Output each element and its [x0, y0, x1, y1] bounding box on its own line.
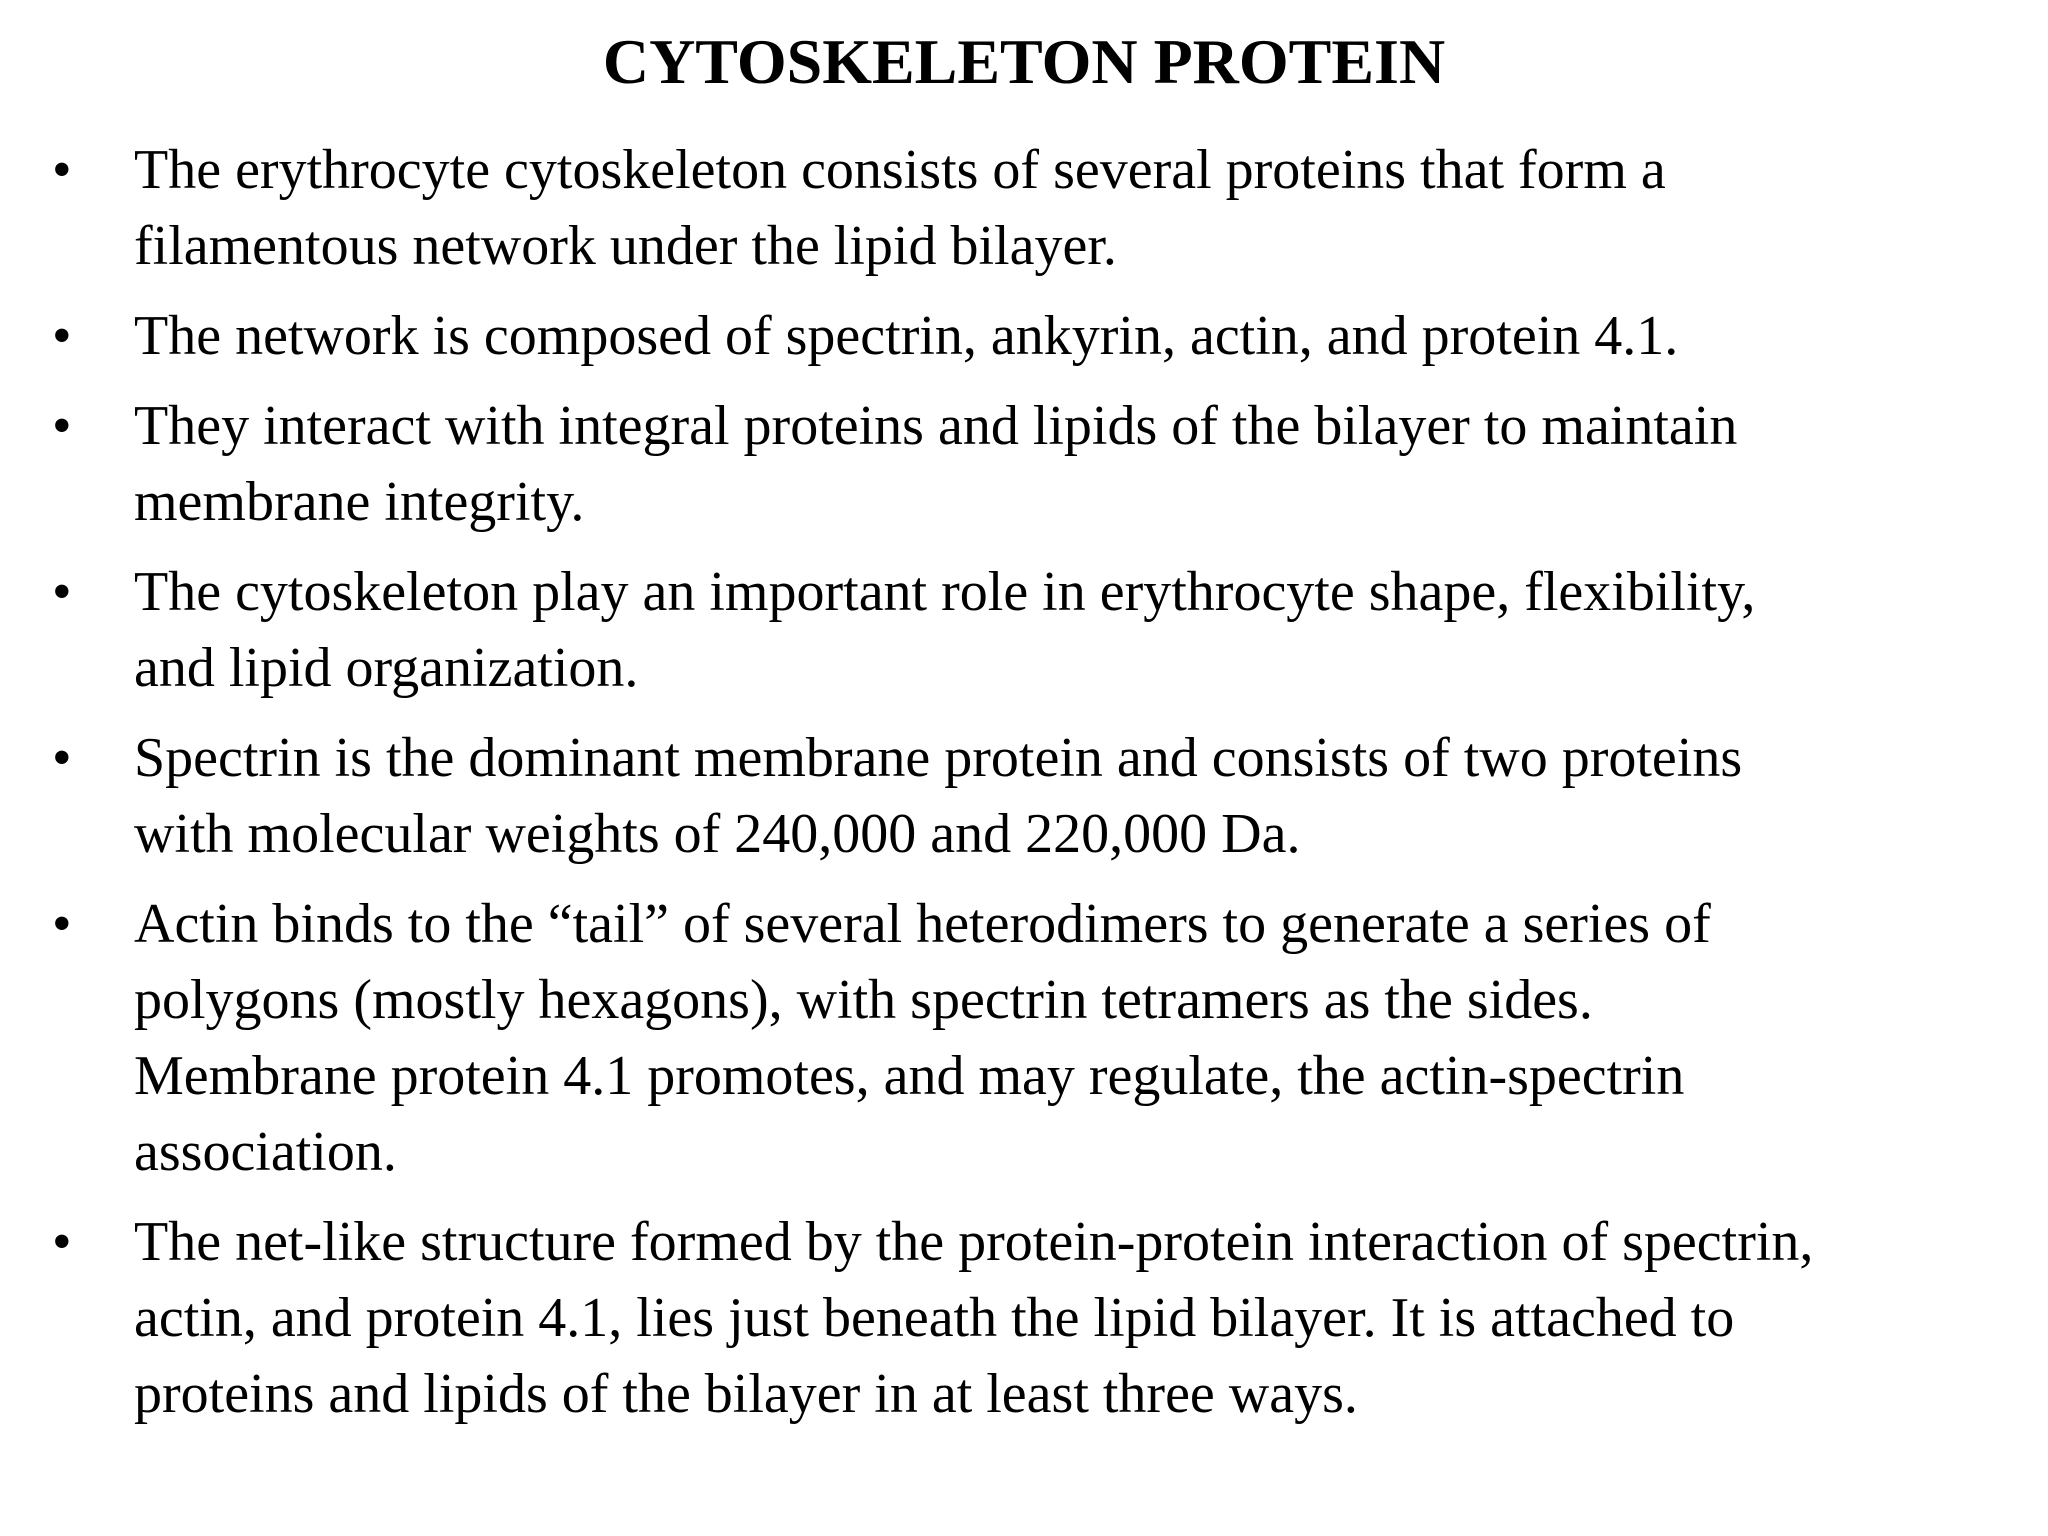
bullet-icon: •: [52, 139, 72, 201]
bullet-icon: •: [52, 395, 72, 457]
bullet-text-line: and lipid organization.: [134, 637, 639, 699]
bullet-text-line: The net-like structure formed by the protein-protein interaction of spectrin,: [134, 1211, 1814, 1273]
bullet-text-line: The erythrocyte cytoskeleton consists of several proteins that form a: [134, 139, 1666, 201]
bullet-icon: •: [52, 561, 72, 623]
slide-title: CYTOSKELETON PROTEIN: [602, 26, 1446, 97]
bullet-text-line: Membrane protein 4.1 promotes, and may regulate, the actin-spectrin: [134, 1045, 1685, 1107]
bullet-text-line: The cytoskeleton play an important role in erythrocyte shape, flexibility,: [134, 561, 1756, 623]
bullet-item: [52, 1204, 2042, 1432]
bullet-text-line: The network is composed of spectrin, ankyrin, actin, and protein 4.1.: [134, 305, 1679, 367]
bullet-icon: •: [52, 305, 72, 367]
bullet-icon: •: [52, 727, 72, 789]
bullet-text-line: proteins and lipids of the bilayer in at least three ways.: [134, 1363, 1358, 1425]
bullet-item: [52, 298, 2042, 374]
bullet-item: [52, 720, 2042, 872]
bullet-item: [52, 886, 2042, 1190]
bullet-icon: •: [52, 1211, 72, 1273]
bullet-text-line: They interact with integral proteins and lipids of the bilayer to maintain: [134, 395, 1738, 457]
bullet-text-line: with molecular weights of 240,000 and 220,000 Da.: [134, 803, 1301, 865]
bullet-text-line: association.: [134, 1121, 397, 1183]
bullet-text-line: filamentous network under the lipid bilayer.: [134, 215, 1117, 277]
bullet-text-line: Actin binds to the “tail” of several heterodimers to generate a series of: [134, 893, 1711, 955]
bullet-icon: •: [52, 893, 72, 955]
bullet-list: [52, 132, 2042, 1446]
bullet-text-line: polygons (mostly hexagons), with spectrin tetramers as the sides.: [134, 969, 1593, 1031]
bullet-text-line: membrane integrity.: [134, 471, 585, 533]
bullet-text-line: Spectrin is the dominant membrane protein and consists of two proteins: [134, 727, 1743, 789]
bullet-item: [52, 132, 2042, 284]
bullet-item: [52, 388, 2042, 540]
bullet-text-line: actin, and protein 4.1, lies just beneath the lipid bilayer. It is attached to: [134, 1287, 1735, 1349]
bullet-item: [52, 554, 2042, 706]
